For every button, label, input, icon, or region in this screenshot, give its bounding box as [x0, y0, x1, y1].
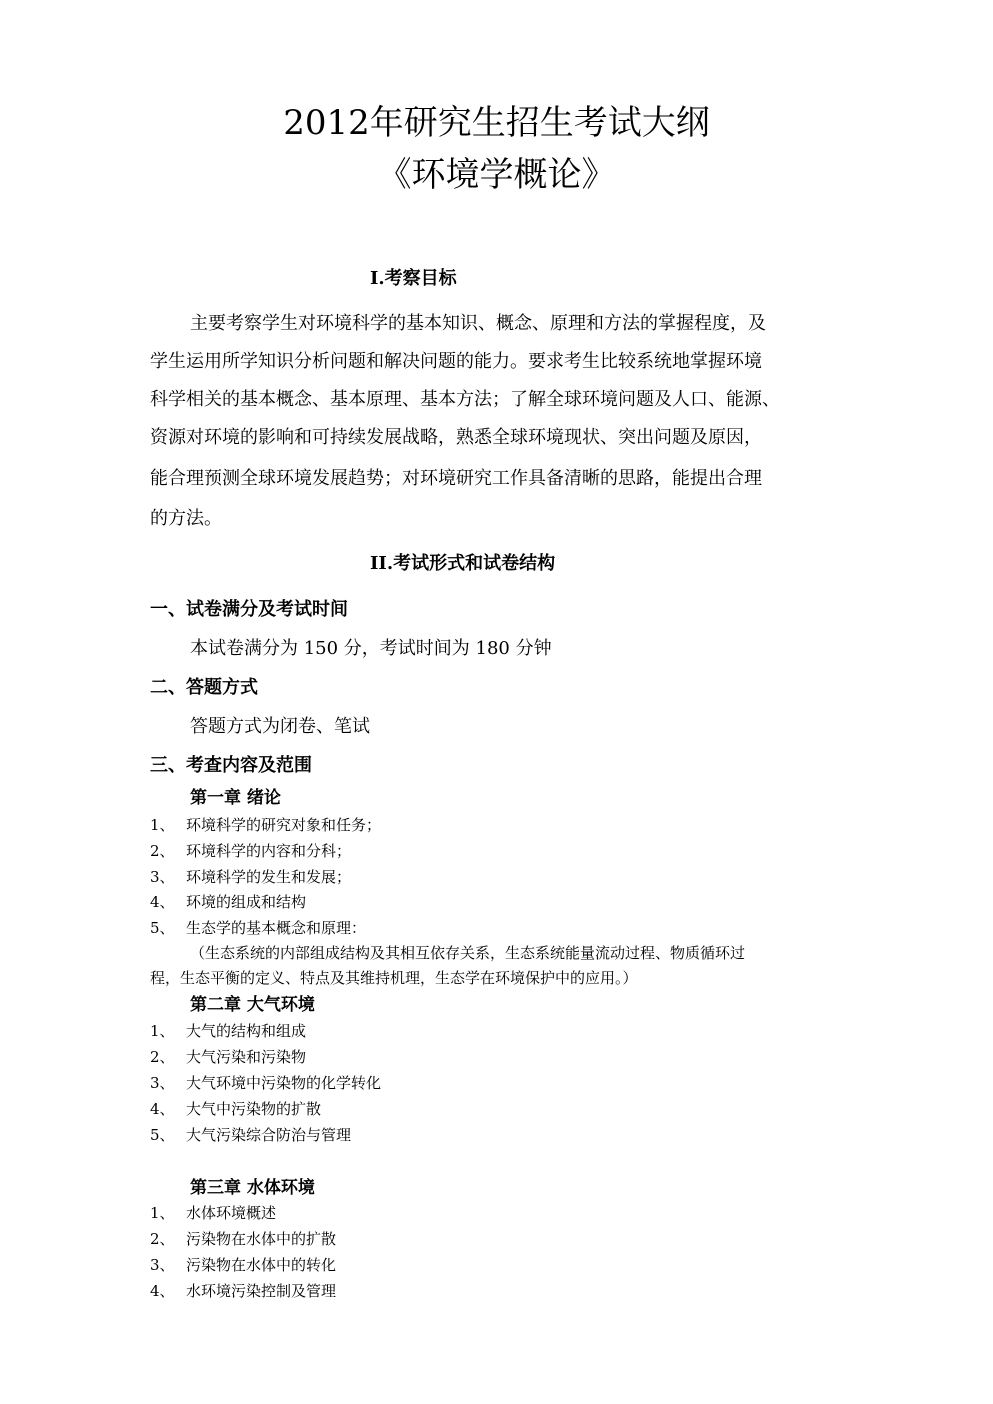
list-item [150, 814, 850, 836]
document-title: 2012年研究生招生考试大纲 [283, 103, 710, 143]
list-item [150, 1254, 850, 1276]
paragraph-line: 资源对环境的影响和可持续发展战略，熟悉全球环境现状、突出问题及原因， [150, 427, 762, 448]
list-item-text: 大气中污染物的扩散 [186, 1100, 322, 1118]
subheading-answer-mode: 二、答题方式 [150, 677, 258, 698]
list-item-text: 水体环境概述 [186, 1204, 277, 1222]
list-item-number: 1、 [150, 1204, 175, 1222]
list-item [150, 1098, 850, 1120]
list-item-number: 2、 [150, 1048, 175, 1066]
chapter-title: 第三章 水体环境 [190, 1178, 315, 1198]
list-item-number: 1、 [150, 816, 175, 834]
paragraph-line: 科学相关的基本概念、基本原理、基本方法；了解全球环境问题及人口、能源、 [150, 389, 780, 410]
list-item [150, 1020, 850, 1042]
list-item-text: 环境科学的研究对象和任务； [186, 816, 382, 834]
list-item-number: 3、 [150, 1074, 175, 1092]
paragraph-line: 学生运用所学知识分析问题和解决问题的能力。要求考生比较系统地掌握环境 [150, 351, 762, 372]
list-item-number: 2、 [150, 1230, 175, 1248]
list-item [150, 891, 850, 913]
list-item-number: 3、 [150, 868, 175, 886]
list-item-number: 1、 [150, 1022, 175, 1040]
score-time-text: 本试卷满分为 150 分，考试时间为 180 分钟 [190, 638, 552, 659]
list-item-text: 大气污染综合防治与管理 [186, 1126, 352, 1144]
list-item-text: 污染物在水体中的扩散 [186, 1230, 337, 1248]
list-item [150, 1046, 850, 1068]
list-item [150, 1202, 850, 1224]
answer-mode-text: 答题方式为闭卷、笔试 [190, 716, 370, 737]
list-item [150, 840, 850, 862]
ecology-note-line: （生态系统的内部组成结构及其相互依存关系，生态系统能量流动过程、物质循环过 [190, 944, 746, 962]
paragraph-line: 能合理预测全球环境发展趋势；对环境研究工作具备清晰的思路，能提出合理 [150, 468, 762, 489]
chapter-title: 第二章 大气环境 [190, 995, 315, 1015]
subheading-score-time: 一、试卷满分及考试时间 [150, 599, 348, 620]
list-item [150, 1228, 850, 1250]
list-item-text: 生态学的基本概念和原理： [186, 919, 367, 937]
list-item-text: 大气污染和污染物 [186, 1048, 307, 1066]
subheading-scope: 三、考查内容及范围 [150, 755, 312, 776]
list-item [150, 917, 850, 939]
list-item [150, 1124, 850, 1146]
list-item-number: 3、 [150, 1256, 175, 1274]
list-item-text: 大气的结构和组成 [186, 1022, 307, 1040]
list-item-text: 大气环境中污染物的化学转化 [186, 1074, 382, 1092]
paragraph-line: 主要考察学生对环境科学的基本知识、概念、原理和方法的掌握程度，及 [190, 313, 766, 334]
list-item [150, 866, 850, 888]
list-item-number: 4、 [150, 893, 175, 911]
ecology-note-line: 程，生态平衡的定义、特点及其维持机理，生态学在环境保护中的应用。） [150, 969, 638, 987]
list-item-text: 环境的组成和结构 [186, 893, 307, 911]
list-item-number: 4、 [150, 1282, 175, 1300]
chapter-title: 第一章 绪论 [190, 788, 281, 808]
list-item [150, 1072, 850, 1094]
section-heading-exam-format: II.考试形式和试卷结构 [370, 553, 556, 574]
list-item-text: 环境科学的发生和发展； [186, 868, 352, 886]
list-item-text: 环境科学的内容和分科； [186, 842, 352, 860]
section-heading-objectives: I.考察目标 [370, 268, 457, 289]
list-item-number: 4、 [150, 1100, 175, 1118]
document-subtitle: 《环境学概论》 [377, 155, 616, 195]
list-item-number: 5、 [150, 1126, 175, 1144]
list-item-number: 2、 [150, 842, 175, 860]
list-item-text: 污染物在水体中的转化 [186, 1256, 337, 1274]
paragraph-line: 的方法。 [150, 508, 222, 529]
list-item-text: 水环境污染控制及管理 [186, 1282, 337, 1300]
list-item-number: 5、 [150, 919, 175, 937]
list-item [150, 1280, 850, 1302]
